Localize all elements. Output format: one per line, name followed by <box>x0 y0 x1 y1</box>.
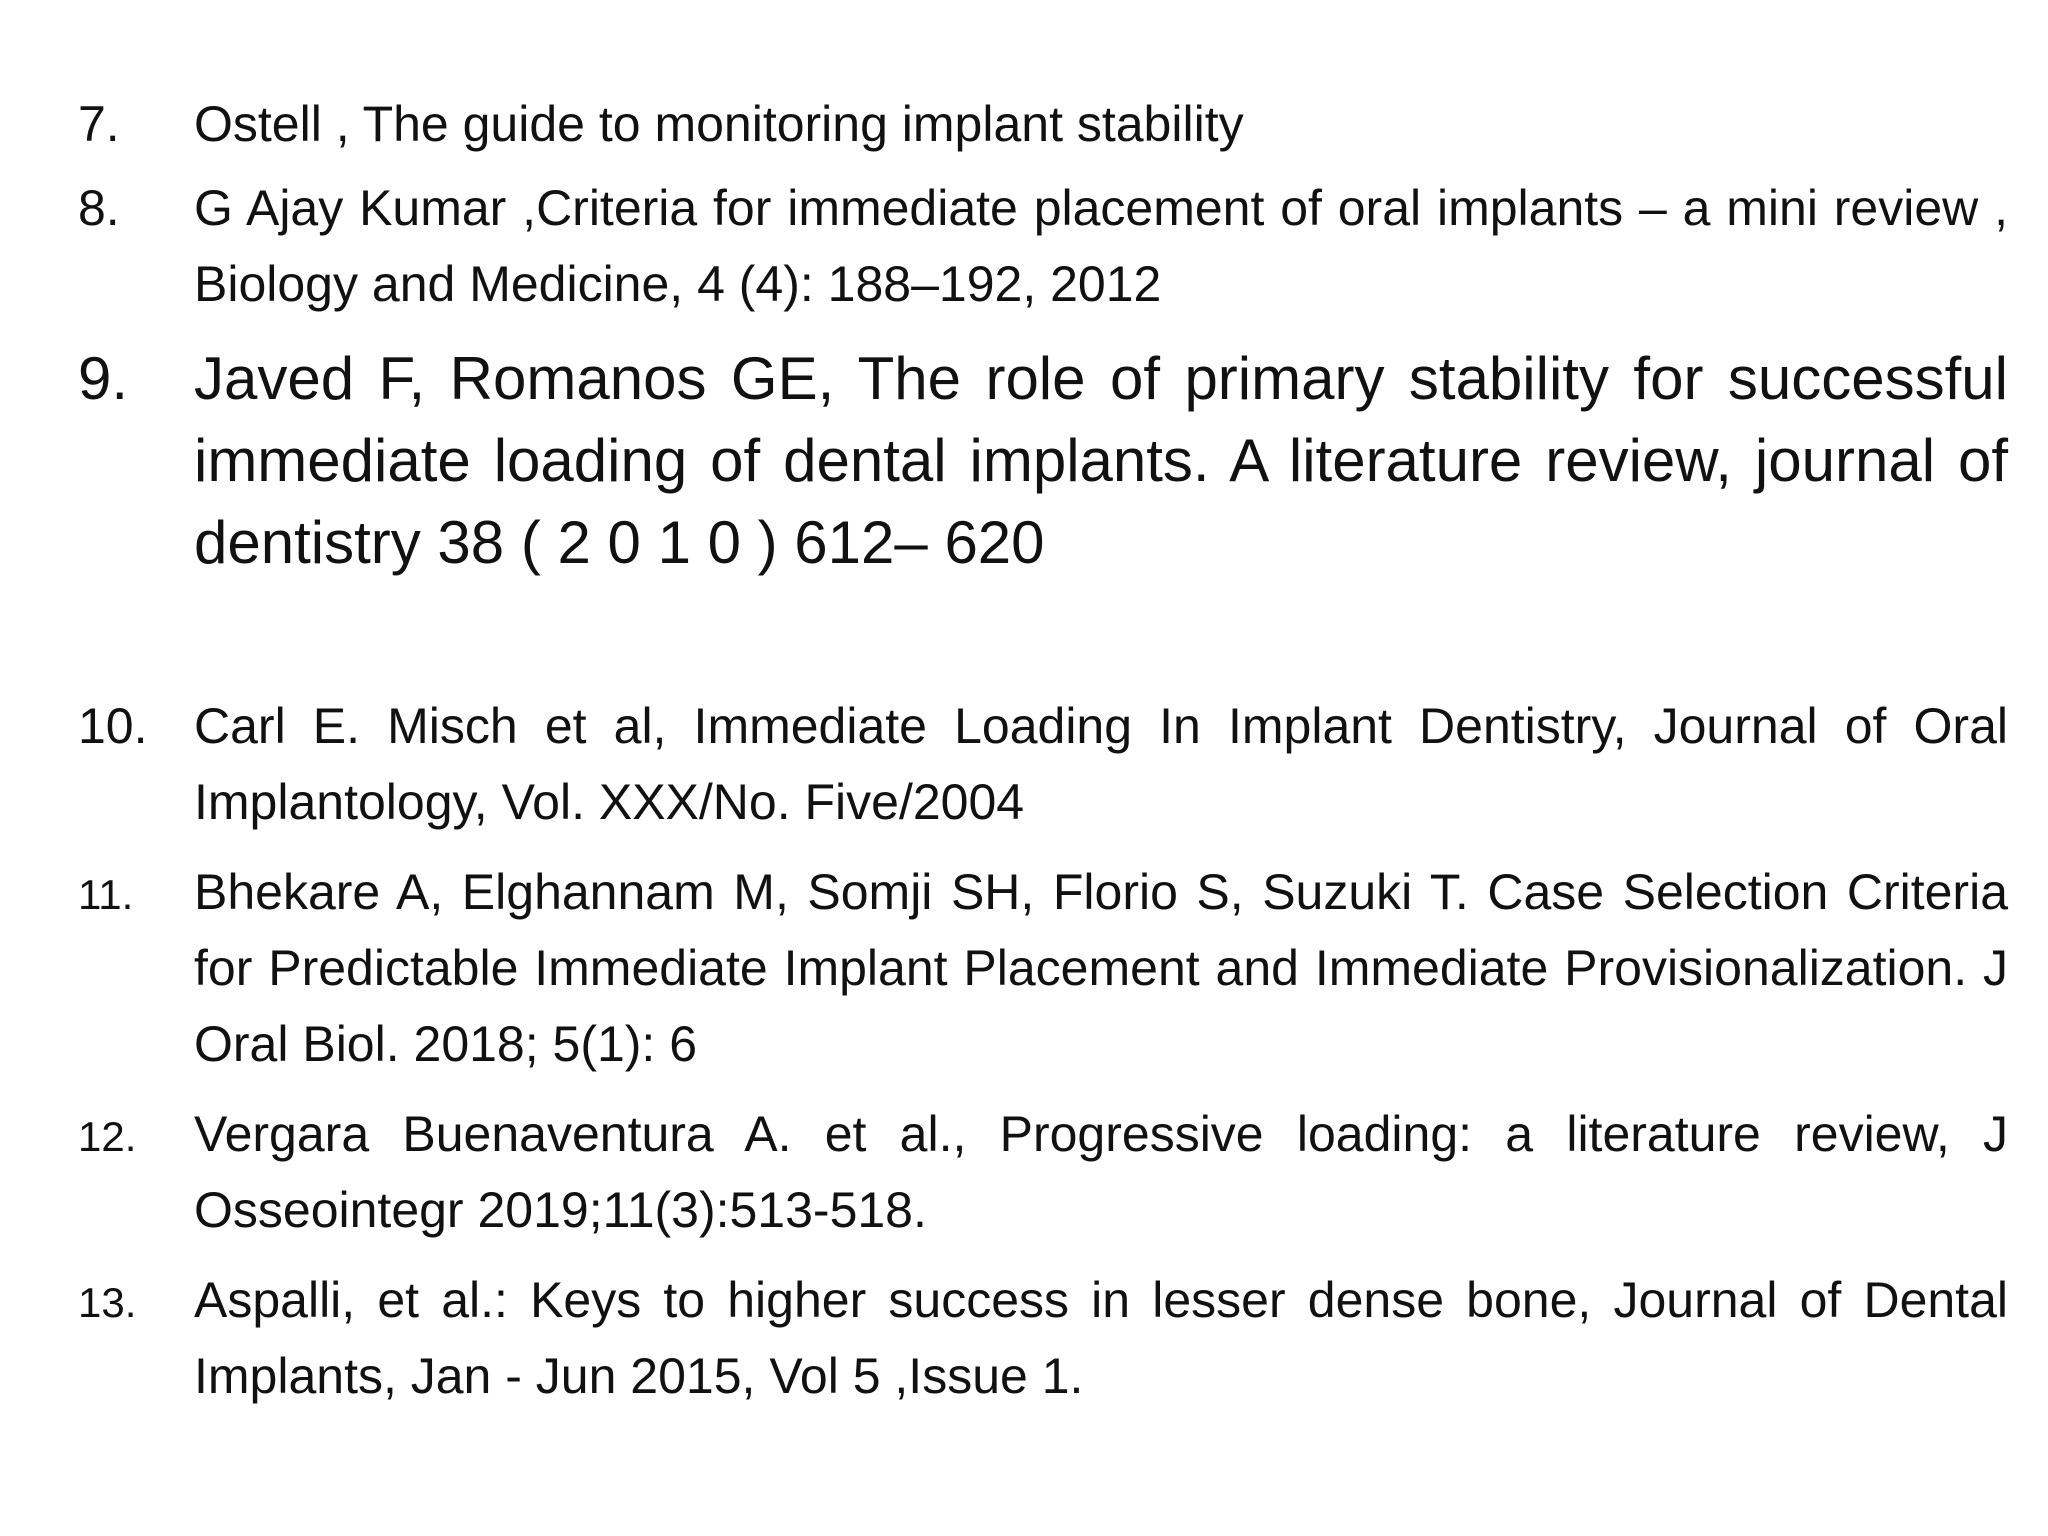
reference-number: 11. <box>78 871 134 918</box>
reference-number: 7. <box>78 96 120 152</box>
reference-text: Ostell , The guide to monitoring implant stability <box>194 96 1244 152</box>
reference-item <box>78 688 2008 840</box>
reference-text: G Ajay Kumar ,Criteria for immediate placement of oral implants – a mini review , Biology and Medicine, 4 (4): 188–192, 2012 <box>194 180 2008 312</box>
reference-number: 9. <box>78 345 129 412</box>
reference-text: Vergara Buenaventura A. et al., Progressive loading: a literature review, J Osseointegr 2019;11(3):513-518. <box>194 1106 2008 1238</box>
reference-item <box>78 86 2008 162</box>
reference-number: 8. <box>78 180 120 236</box>
reference-item <box>78 854 2008 1082</box>
reference-text: Bhekare A, Elghannam M, Somji SH, Florio S, Suzuki T. Case Selection Criteria for Predictable Immediate Implant Placement and Immediate Provisionalization. J Oral Biol. 2018; 5(1): 6 <box>194 864 2008 1072</box>
reference-text: Aspalli, et al.: Keys to higher success in lesser dense bone, Journal of Dental Implants, Jan - Jun 2015, Vol 5 ,Issue 1. <box>194 1272 2008 1404</box>
reference-item <box>78 170 2008 322</box>
reference-text: Javed F, Romanos GE, The role of primary stability for successful immediate loading of dental implants. A literature review, journal of dentistry 38 ( 2 0 1 0 ) 612– 620 <box>194 345 2008 576</box>
reference-number: 12. <box>78 1113 137 1160</box>
reference-text: Carl E. Misch et al, Immediate Loading In Implant Dentistry, Journal of Oral Implantology, Vol. XXX/No. Five/2004 <box>194 698 2008 830</box>
reference-item <box>78 1096 2008 1248</box>
reference-item <box>78 338 2008 584</box>
reference-number: 10. <box>78 698 148 754</box>
reference-list <box>78 86 2008 1414</box>
reference-item <box>78 1262 2008 1414</box>
reference-number: 13. <box>78 1279 137 1326</box>
